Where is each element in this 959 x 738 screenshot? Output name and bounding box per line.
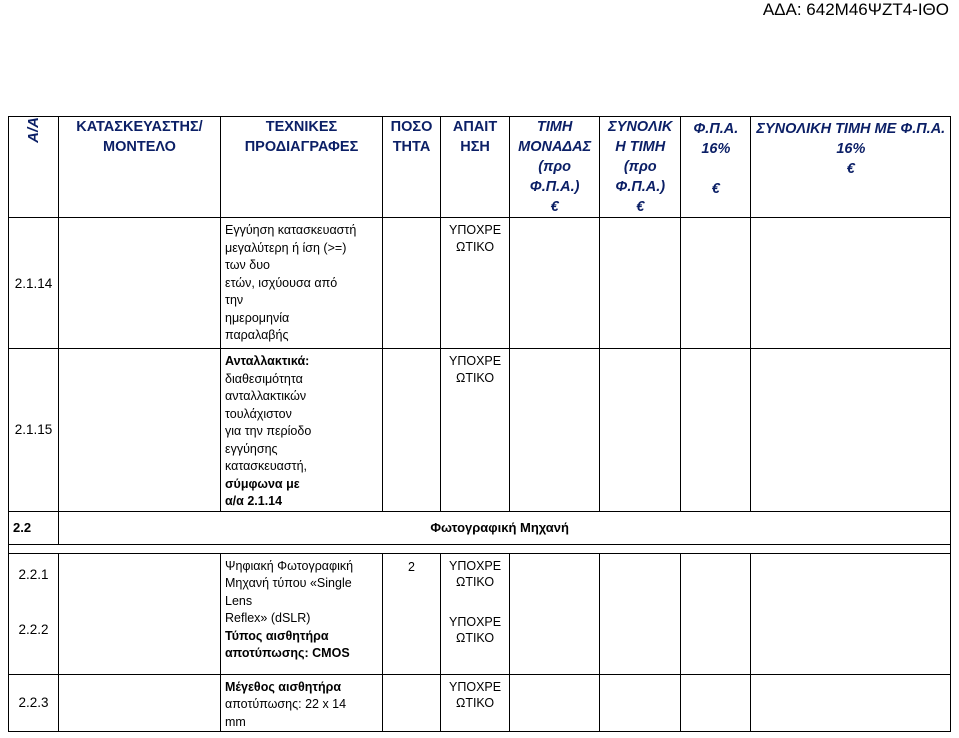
header-unit-price: ΤΙΜΗ ΜΟΝΑΔΑΣ (προ Φ.Π.Α.) € xyxy=(510,117,600,218)
row-requirement: ΥΠΟΧΡΕ ΩΤΙΚΟ xyxy=(441,218,510,349)
row-spec: Ψηφιακή Φωτογραφική Μηχανή τύπου «Single Lens Reflex» (dSLR) Τύπος αισθητήρα αποτύπωσης: CMOS xyxy=(221,553,383,674)
row-spec: Ανταλλακτικά: διαθεσιμότητα ανταλλακτικών τουλάχιστον για την περίοδο εγγύησης κατασκευαστή, σύμφωνα με α/α 2.1.14 xyxy=(221,349,383,512)
section-row xyxy=(9,511,951,544)
header-qty: ΠΟΣΟ ΤΗΤΑ xyxy=(383,117,441,218)
row-id: 2.1.15 xyxy=(9,349,59,512)
header-total: ΣΥΝΟΛΙΚ Η ΤΙΜΗ (προ Φ.Π.Α.) € xyxy=(600,117,681,218)
section-title: Φωτογραφική Μηχανή xyxy=(59,511,951,544)
table-row xyxy=(9,674,951,732)
spec-table xyxy=(8,116,951,732)
row-spec: Μέγεθος αισθητήρα αποτύπωσης: 22 x 14 mm xyxy=(221,674,383,732)
table-row xyxy=(9,553,951,674)
ada-watermark: ΑΔΑ: 642Μ46ΨΖΤ4-ΙΘΟ xyxy=(762,0,949,19)
header-total-vat: ΣΥΝΟΛΙΚΗ ΤΙΜΗ ΜΕ Φ.Π.Α. 16% € xyxy=(751,117,951,218)
row-id: 2.1.14 xyxy=(9,218,59,349)
header-specs: ΤΕΧΝΙΚΕΣ ΠΡΟΔΙΑΓΡΑΦΕΣ xyxy=(221,117,383,218)
header-row xyxy=(9,117,951,218)
row-requirement: ΥΠΟΧΡΕ ΩΤΙΚΟ xyxy=(441,674,510,732)
table-row xyxy=(9,218,951,349)
row-quantity: 2 xyxy=(383,553,441,674)
header-aa: Α/Α xyxy=(9,117,59,218)
table-row xyxy=(9,349,951,512)
header-maker: ΚΑΤΑΣΚΕΥΑΣΤΗΣ/ ΜΟΝΤΕΛΟ xyxy=(59,117,221,218)
section-id: 2.2 xyxy=(9,511,59,544)
row-requirement: ΥΠΟΧΡΕ ΩΤΙΚΟ ΥΠΟΧΡΕ ΩΤΙΚΟ xyxy=(441,553,510,674)
row-spec: Εγγύηση κατασκευαστή μεγαλύτερη ή ίση (>=) των δυο ετών, ισχύουσα από την ημερομηνία παραλαβής xyxy=(221,218,383,349)
row-id: 2.2.3 xyxy=(9,674,59,732)
header-req: ΑΠΑΙΤ ΗΣΗ xyxy=(441,117,510,218)
row-id: 2.2.1 2.2.2 xyxy=(9,553,59,674)
header-vat: Φ.Π.Α. 16% € xyxy=(681,117,751,218)
row-requirement: ΥΠΟΧΡΕ ΩΤΙΚΟ xyxy=(441,349,510,512)
